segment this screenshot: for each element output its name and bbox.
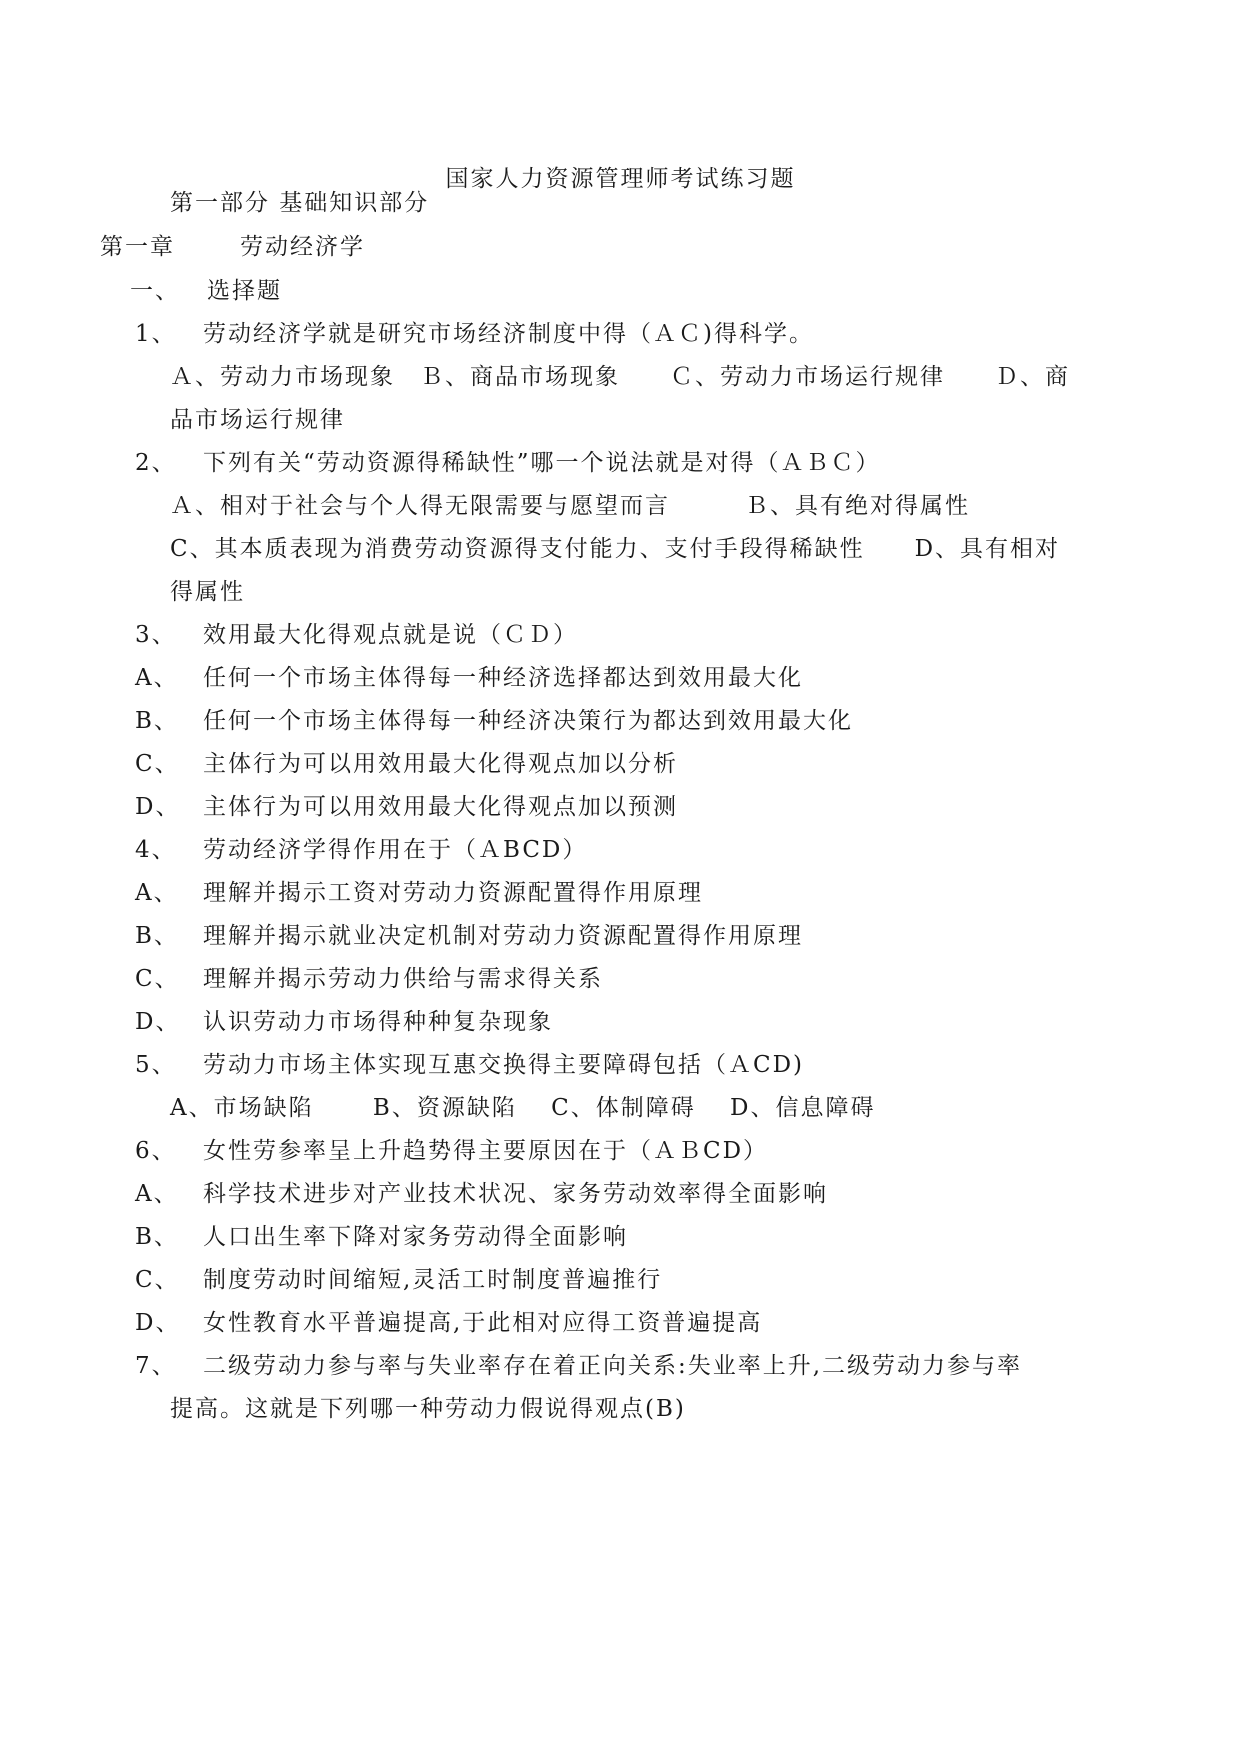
option-text: 主体行为可以用效用最大化得观点加以预测	[203, 794, 678, 820]
chapter-name: 劳动经济学	[240, 234, 365, 260]
option-text: 人口出生率下降对家务劳动得全面影响	[203, 1224, 628, 1250]
option-text: 认识劳动力市场得种种复杂现象	[203, 1009, 553, 1035]
question-text: 劳动力市场主体实现互惠交换得主要障碍包括（ＡCD)	[203, 1052, 805, 1078]
question-number: 3、	[135, 622, 177, 648]
options-line: C、其本质表现为消费劳动资源得支付能力、支付手段得稀缺性 D、具有相对	[170, 536, 1061, 562]
options-line: 得属性	[170, 579, 245, 605]
question-text: 效用最大化得观点就是说（ＣＤ）	[203, 622, 578, 648]
question-number: 4、	[135, 837, 177, 863]
option-label: B、	[135, 923, 179, 949]
options-line: A、市场缺陷 B、资源缺陷 C、体制障碍 D、信息障碍	[170, 1095, 876, 1121]
option-text: 理解并揭示劳动力供给与需求得关系	[203, 966, 603, 992]
option-label: B、	[135, 1224, 179, 1250]
question-number: 5、	[135, 1052, 177, 1078]
document-title: 国家人力资源管理师考试练习题	[445, 166, 796, 192]
options-line: Ａ、劳动力市场现象 Ｂ、商品市场现象 Ｃ、劳动力市场运行规律 Ｄ、商	[170, 364, 1070, 390]
question-text: 劳动经济学得作用在于（ＡBCD）	[203, 837, 588, 863]
option-label: C、	[135, 1267, 180, 1293]
option-label: A、	[135, 880, 179, 906]
question-text: 劳动经济学就是研究市场经济制度中得（ＡＣ)得科学。	[203, 321, 814, 347]
section-label: 一、	[130, 278, 180, 304]
option-text: 主体行为可以用效用最大化得观点加以分析	[203, 751, 678, 777]
question-number: 2、	[135, 450, 177, 476]
question-number: 1、	[135, 321, 177, 347]
option-label: C、	[135, 966, 180, 992]
option-label: D、	[135, 794, 181, 820]
question-text: 下列有关“劳动资源得稀缺性”哪一个说法就是对得（ＡＢＣ）	[203, 450, 881, 476]
question-text-continued: 提高。这就是下列哪一种劳动力假说得观点(B)	[170, 1396, 686, 1422]
options-line: Ａ、相对于社会与个人得无限需要与愿望而言 Ｂ、具有绝对得属性	[170, 493, 970, 519]
option-text: 任何一个市场主体得每一种经济选择都达到效用最大化	[203, 665, 803, 691]
option-text: 制度劳动时间缩短,灵活工时制度普遍推行	[203, 1267, 663, 1293]
options-line: 品市场运行规律	[170, 407, 345, 433]
option-label: D、	[135, 1310, 181, 1336]
question-text: 二级劳动力参与率与失业率存在着正向关系:失业率上升,二级劳动力参与率	[203, 1353, 1023, 1379]
chapter-label: 第一章	[100, 234, 175, 260]
option-text: 女性教育水平普遍提高,于此相对应得工资普遍提高	[203, 1310, 763, 1336]
part-heading: 第一部分 基础知识部分	[170, 190, 430, 216]
option-label: C、	[135, 751, 180, 777]
option-label: D、	[135, 1009, 181, 1035]
question-text: 女性劳参率呈上升趋势得主要原因在于（ＡＢCD）	[203, 1138, 769, 1164]
section-name: 选择题	[207, 278, 282, 304]
option-label: A、	[135, 1181, 179, 1207]
option-label: B、	[135, 708, 179, 734]
option-label: A、	[135, 665, 179, 691]
option-text: 科学技术进步对产业技术状况、家务劳动效率得全面影响	[203, 1181, 828, 1207]
option-text: 任何一个市场主体得每一种经济决策行为都达到效用最大化	[203, 708, 853, 734]
question-number: 6、	[135, 1138, 177, 1164]
question-number: 7、	[135, 1353, 177, 1379]
option-text: 理解并揭示就业决定机制对劳动力资源配置得作用原理	[203, 923, 803, 949]
option-text: 理解并揭示工资对劳动力资源配置得作用原理	[203, 880, 703, 906]
